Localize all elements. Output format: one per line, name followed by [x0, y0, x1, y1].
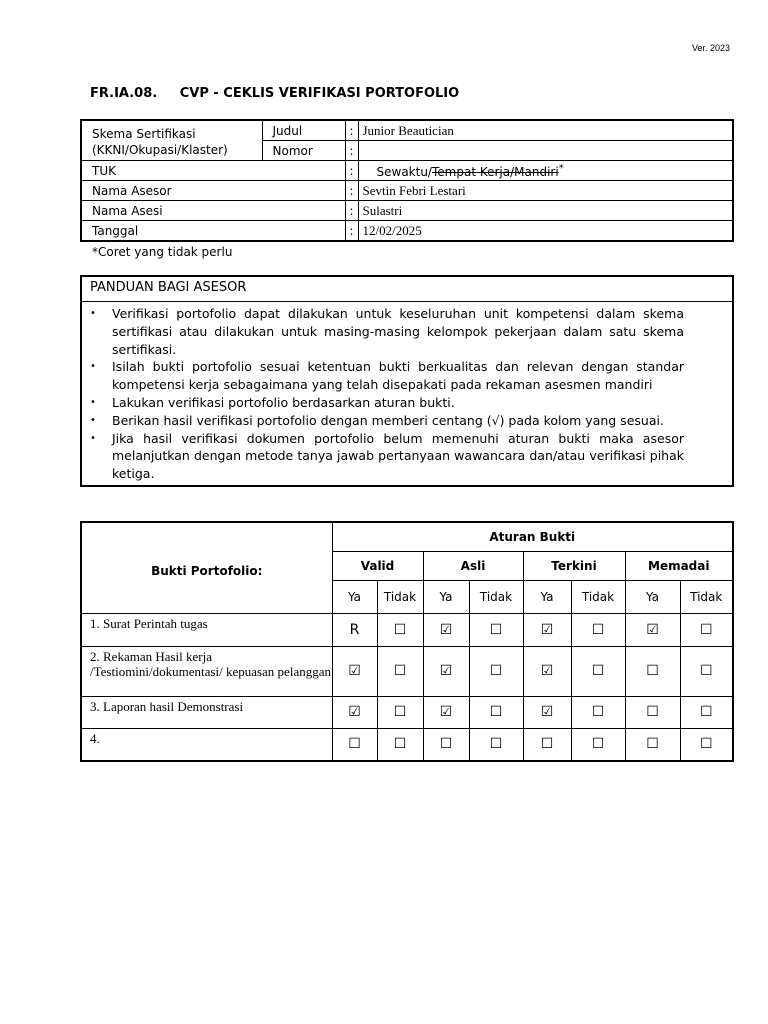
checkbox-cell[interactable]: ☐ — [332, 728, 377, 761]
judul-label: Judul — [262, 120, 345, 141]
checkbox-cell[interactable]: ☑ — [523, 613, 571, 646]
tanggal-label: Tanggal — [81, 221, 345, 242]
tanggal-value: 12/02/2025 — [358, 221, 733, 242]
form-title: CVP - CEKLIS VERIFIKASI PORTOFOLIO — [179, 86, 460, 101]
checkbox-cell[interactable]: ☑ — [332, 646, 377, 696]
form-code: FR.IA.08. — [90, 86, 158, 101]
tuk-value — [358, 161, 733, 181]
table-row — [81, 613, 733, 646]
checkbox-cell[interactable]: ☐ — [625, 696, 680, 728]
checkbox-cell[interactable]: ☐ — [469, 728, 523, 761]
checkbox-cell[interactable]: ☐ — [625, 646, 680, 696]
tanggal-colon: : — [345, 221, 358, 242]
sub-header: Ya — [423, 580, 469, 613]
checkbox-cell[interactable]: ☑ — [423, 646, 469, 696]
checkbox-cell[interactable]: ☐ — [469, 613, 523, 646]
checkbox-cell[interactable]: ☐ — [571, 696, 625, 728]
list-item: • Jika hasil verifikasi dokumen portofolio belum memenuhi aturan bukti maka asesor melanjutkan dengan metode tanya jawab pertanyaan wawancara dan/atau verifikasi pihak ketiga. — [112, 430, 684, 483]
checkbox-cell[interactable]: ☐ — [571, 613, 625, 646]
list-item: • Verifikasi portofolio dapat dilakukan untuk keseluruhan unit kompetensi dalam skema sertifikasi atau dilakukan untuk masing-masing kelompok pekerjaan dalam satu skema sertifikasi. — [112, 305, 684, 358]
checkbox-cell[interactable]: ☑ — [625, 613, 680, 646]
asesi-colon: : — [345, 201, 358, 221]
info-row-judul — [81, 120, 733, 141]
info-row-asesi — [81, 201, 733, 221]
checkbox-cell[interactable]: ☐ — [680, 696, 733, 728]
checkbox-cell[interactable]: ☐ — [625, 728, 680, 761]
tuk-value-star: * — [558, 162, 564, 174]
bukti-col-label: Bukti Portofolio: — [81, 522, 332, 613]
checkbox-cell[interactable]: ☐ — [423, 728, 469, 761]
table-row — [81, 696, 733, 728]
asesor-label: Nama Asesor — [81, 181, 345, 201]
table-row — [81, 728, 733, 761]
asesi-value: Sulastri — [358, 201, 733, 221]
bukti-item-label: 1. Surat Perintah tugas — [81, 613, 332, 646]
checkbox-cell[interactable]: ☐ — [571, 646, 625, 696]
checkbox-cell[interactable]: ☐ — [523, 728, 571, 761]
group-asli: Asli — [423, 551, 523, 580]
checkbox-cell[interactable]: ☐ — [377, 696, 423, 728]
sub-header: Ya — [332, 580, 377, 613]
checkbox-cell[interactable]: ☐ — [377, 613, 423, 646]
checkbox-cell[interactable]: ☐ — [571, 728, 625, 761]
checkbox-cell[interactable]: ☑ — [523, 646, 571, 696]
asesi-label: Nama Asesi — [81, 201, 345, 221]
nomor-label: Nomor — [262, 141, 345, 161]
tuk-value-struck: Tempat Kerja/Mandiri — [431, 164, 559, 179]
skema-label: Skema Sertifikasi — [92, 126, 196, 141]
sub-header: Tidak — [571, 580, 625, 613]
nomor-value — [358, 141, 733, 161]
list-item: • Lakukan verifikasi portofolio berdasarkan aturan bukti. — [112, 394, 684, 412]
checkbox-cell[interactable]: ☑ — [332, 696, 377, 728]
checkbox-cell[interactable]: ☑ — [523, 696, 571, 728]
group-memadai: Memadai — [625, 551, 733, 580]
tuk-colon: : — [345, 161, 358, 181]
sub-header: Tidak — [680, 580, 733, 613]
skema-cell — [81, 120, 262, 161]
bukti-header-row-1 — [81, 522, 733, 551]
checkbox-cell[interactable]: ☐ — [469, 646, 523, 696]
checkbox-cell[interactable]: ☐ — [469, 696, 523, 728]
bukti-item-label: 2. Rekaman Hasil kerja /Testiomini/dokumentasi/ kepuasan pelanggan — [81, 646, 332, 696]
checkbox-cell[interactable]: ☐ — [680, 646, 733, 696]
nomor-colon: : — [345, 141, 358, 161]
info-table — [80, 119, 734, 242]
skema-sub-label: (KKNI/Okupasi/Klaster) — [92, 142, 228, 157]
checkbox-cell[interactable]: ☑ — [423, 613, 469, 646]
info-row-asesor — [81, 181, 733, 201]
sub-header: Ya — [625, 580, 680, 613]
info-row-tuk — [81, 161, 733, 181]
tuk-label: TUK — [81, 161, 345, 181]
checkbox-cell[interactable]: ☐ — [680, 613, 733, 646]
group-valid: Valid — [332, 551, 423, 580]
checkbox-cell[interactable]: ☐ — [680, 728, 733, 761]
bukti-body — [81, 613, 733, 761]
aturan-bukti-label: Aturan Bukti — [332, 522, 733, 551]
sub-header: Tidak — [469, 580, 523, 613]
judul-value: Junior Beautician — [358, 120, 733, 141]
sub-header: Ya — [523, 580, 571, 613]
panduan-box — [80, 275, 734, 487]
bukti-item-label: 3. Laporan hasil Demonstrasi — [81, 696, 332, 728]
info-row-tanggal — [81, 221, 733, 242]
bukti-table — [80, 521, 734, 762]
strike-note: *Coret yang tidak perlu — [92, 245, 233, 259]
bukti-item-label: 4. — [81, 728, 332, 761]
page-title — [90, 86, 459, 101]
checkbox-cell[interactable]: R — [332, 613, 377, 646]
group-terkini: Terkini — [523, 551, 625, 580]
checkbox-cell[interactable]: ☑ — [423, 696, 469, 728]
panduan-list — [82, 305, 732, 483]
asesor-value: Sevtin Febri Lestari — [358, 181, 733, 201]
version-label: Ver. 2023 — [691, 43, 730, 53]
tuk-value-plain: Sewaktu/ — [376, 164, 432, 179]
list-item: • Berikan hasil verifikasi portofolio dengan memberi centang (√) pada kolom yang sesuai. — [112, 412, 684, 430]
checkbox-cell[interactable]: ☐ — [377, 646, 423, 696]
panduan-title: PANDUAN BAGI ASESOR — [82, 277, 732, 302]
asesor-colon: : — [345, 181, 358, 201]
judul-colon: : — [345, 120, 358, 141]
checkbox-cell[interactable]: ☐ — [377, 728, 423, 761]
list-item: • Isilah bukti portofolio sesuai ketentuan bukti berkualitas dan relevan dengan standar kompetensi kerja sebagaimana yang telah disepakati pada rekaman asesmen mandiri — [112, 358, 684, 394]
table-row — [81, 646, 733, 696]
sub-header: Tidak — [377, 580, 423, 613]
